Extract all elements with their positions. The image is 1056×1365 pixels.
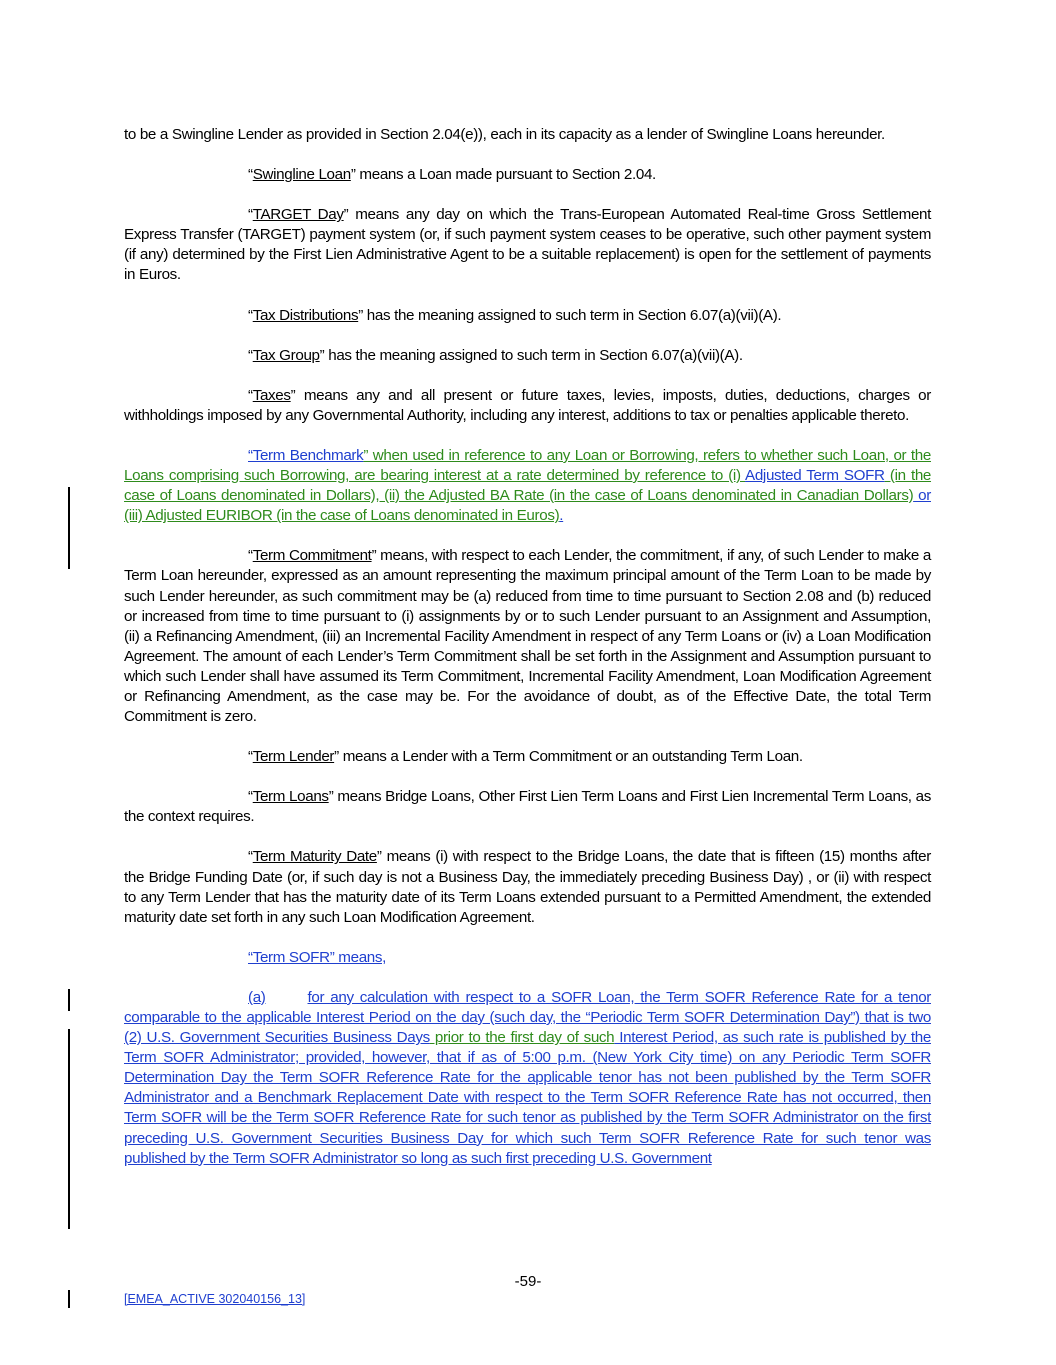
definition-term-lender: [124, 747, 931, 767]
open-quote: “: [248, 788, 253, 806]
definition-text: ” has the meaning assigned to such term in Section 6.07(a)(vii)(A).: [358, 306, 782, 324]
defined-term: Swingline Loan: [252, 166, 351, 184]
open-quote: “: [248, 386, 253, 404]
definition-tax-distributions: [124, 306, 931, 326]
open-quote: “: [248, 306, 253, 324]
definition-text: ” means any and all present or future taxes, levies, imposts, duties, deductions, charges or withholdings imposed by any Governmental Authority, including any interest, additions to tax or penalties applicable thereto.: [124, 386, 931, 424]
definition-text: ” means Bridge Loans, Other First Lien Term Loans and First Lien Incremental Term Loans, as the context requires.: [124, 788, 931, 826]
definition-term-loans: [124, 787, 931, 827]
definition-swingline-loan: [124, 165, 931, 185]
open-quote: “: [248, 848, 253, 866]
inserted-text: (iii) Adjusted EURIBOR (in the case of Loans denominated in Euros): [124, 507, 560, 525]
open-quote: “: [248, 748, 253, 766]
inserted-text-blue: .: [559, 507, 564, 525]
inserted-text-blue: or: [913, 487, 931, 505]
inserted-text-blue: for any calculation with respect to a SOFR Loan, the Term SOFR Reference Rate for a tenor comparable to the applicable Interest Period on the day (such day, the “Periodic Term SOFR Determination Day”) that is two (2) U.S. Government Securities Business Days: [124, 988, 931, 1047]
definition-term-maturity-date: [124, 847, 931, 927]
definition-text: ” means, with respect to each Lender, the commitment, if any, of such Lender to make a Term Loan hereunder, expressed as an amount representing the maximum principal amount of the Term Loan to be made by such Lender hereunder, as such commitment may be (a) reduced from time to time pursuant to Section 2.08 and (b) reduced or increased from time to time pursuant to (i) assignments by or to such Lender pursuant to an Assignment and Assumption, (ii) a Refinancing Amendment, (iii) an Incremental Facility Amendment in respect of any Term Loans or (iv) a Loan Modification Agreement. The amount of each Lender’s Term Commitment shall be set forth in the Assignment and Assumption pursuant to which such Lender shall have assumed its Term Commitment, Incremental Facility Amendment, Loan Modification Agreement or Refinancing Amendment, as the case may be. For the avoidance of doubt, as of the Effective Date, the total Term Commitment is zero.: [124, 547, 932, 726]
inserted-text: (in the case of Loans denominated in Dollars), (ii) the Adjusted BA Rate (in the case of Loans denominated in Canadian Dollars): [124, 467, 932, 505]
definition-text: ” has the meaning assigned to such term in Section 6.07(a)(vii)(A).: [319, 346, 743, 364]
defined-term: TARGET Day: [252, 206, 344, 224]
defined-term: Term Loans: [252, 788, 329, 806]
document-footer-id: [EMEA_ACTIVE 302040156_13]: [124, 1292, 306, 1306]
change-bar: [68, 989, 70, 1011]
defined-term: Taxes: [252, 386, 291, 404]
inserted-text-blue: Interest Period, as such rate is published by the Term SOFR Administrator; provided, however, that if as of 5:00 p.m. (New York City time) on any Periodic Term SOFR Determination Day the Term SOFR Reference Rate for the applicable tenor has not been published by the Term SOFR Administrator and a Benchmark Replacement Date with respect to the Term SOFR Reference Rate has not occurred, then Term SOFR will be the Term SOFR Reference Rate for such tenor as published by the Term SOFR Administrator on the first preceding U.S. Government Securities Business Day for which such Term SOFR Reference Rate for such tenor was published by the Term SOFR Administrator so long as such first preceding U.S. Government: [124, 1029, 931, 1167]
definition-taxes: [124, 386, 931, 426]
definition-text: ” means a Loan made pursuant to Section 2.04.: [350, 166, 656, 184]
defined-term: Tax Distributions: [252, 306, 359, 324]
open-quote: “: [248, 166, 253, 184]
definition-text: ” means any day on which the Trans-European Automated Real-time Gross Settlement Express Transfer (TARGET) payment system (or, if such payment system ceases to be operative, such other payment system (if any) determined by the First Lien Administrative Agent to be a suitable replacement) is open for the settlement of payments in Euros.: [124, 206, 932, 284]
change-bar: [68, 487, 70, 569]
defined-term: Tax Group: [252, 346, 320, 364]
open-quote: “: [248, 206, 253, 224]
inserted-text: prior to the first day of such: [429, 1029, 615, 1047]
body-text: [124, 125, 931, 1189]
open-quote: “: [248, 547, 253, 565]
definition-term-benchmark: [124, 446, 931, 526]
open-quote: “: [248, 346, 253, 364]
inserted-text: ” when used in reference to any Loan or Borrowing, refers to whether such Loan, or the Loans comprising such Borrowing, are bearing interest at a rate determined by reference to (i): [124, 446, 931, 485]
defined-term-inserted: “Term Benchmark: [248, 446, 364, 464]
change-bar: [68, 1029, 70, 1229]
defined-term: Term Lender: [252, 748, 335, 766]
definition-term-sofr-clause-a: [124, 988, 931, 1169]
definition-tax-group: [124, 346, 931, 366]
page-number: -59-: [514, 1273, 542, 1290]
defined-term: Term Commitment: [252, 547, 372, 565]
defined-term: Term Maturity Date: [252, 848, 377, 866]
definition-term-commitment: [124, 546, 931, 727]
clause-label: (a): [248, 988, 266, 1006]
definition-target-day: [124, 205, 931, 285]
inserted-text-blue: “Term SOFR” means,: [248, 948, 386, 966]
definition-text: ” means (i) with respect to the Bridge Loans, the date that is fifteen (15) months after the Bridge Funding Date (or, if such day is not a Business Day, the immediately preceding Business Day) , or (ii) with respect to any Term Lender that has the maturity date of its Term Loans extended pursuant to a Permitted Amendment, the extended maturity date set forth in any such Loan Modification Agreement.: [124, 848, 931, 926]
paragraph-swingline-lender: to be a Swingline Lender as provided in Section 2.04(e)), each in its capacity as a lender of Swingline Loans hereunder.: [124, 126, 885, 143]
change-bar: [68, 1290, 70, 1308]
definition-text: ” means a Lender with a Term Commitment or an outstanding Term Loan.: [334, 748, 803, 766]
inserted-text-blue: Adjusted Term SOFR: [745, 467, 885, 485]
definition-term-sofr-heading: [124, 948, 931, 968]
